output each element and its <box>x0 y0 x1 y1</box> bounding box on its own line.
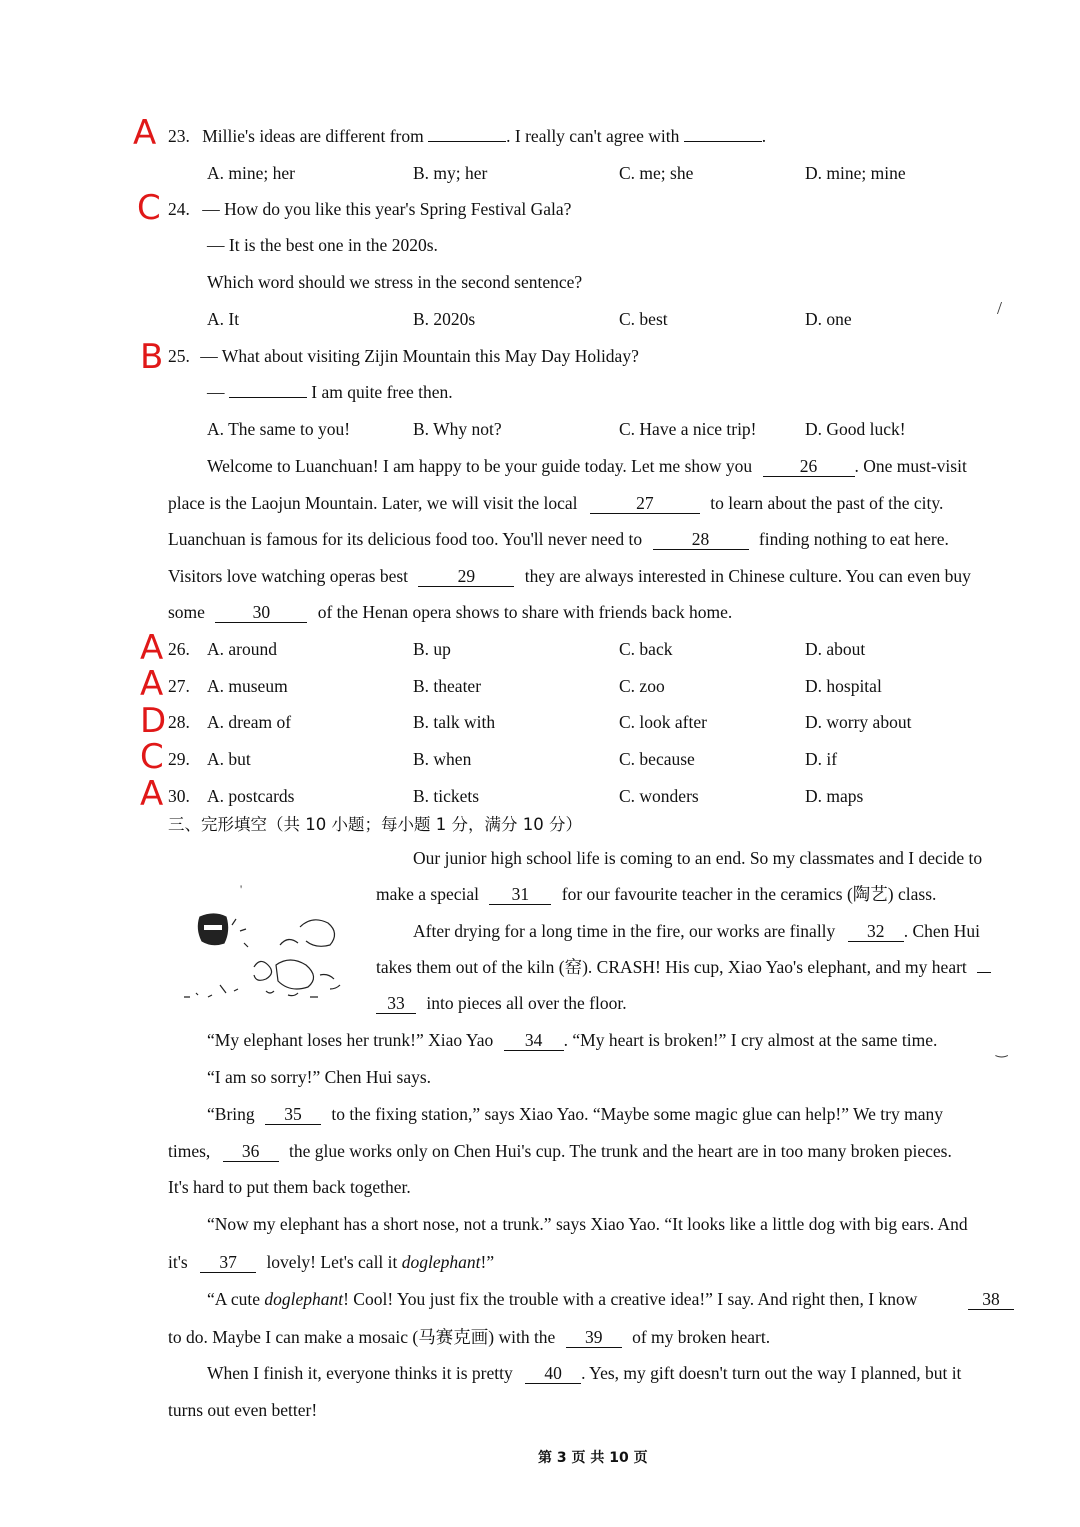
question-23 <box>168 125 766 147</box>
stray-mark: ‿ <box>996 1043 1008 1058</box>
question-number: 26. <box>168 639 190 659</box>
option-b: B. tickets <box>413 786 480 806</box>
handwritten-answer-24: C <box>137 188 161 228</box>
passage-line <box>376 956 991 978</box>
text: takes them out of the kiln (窑). CRASH! His cup, Xiao Yao's elephant, and my heart <box>376 957 967 977</box>
blank-39: 39 <box>566 1327 622 1348</box>
option-d: D. about <box>805 639 866 659</box>
option-a: A. dream of <box>207 712 292 732</box>
option-b: B. theater <box>413 676 482 696</box>
passage-line <box>168 1326 770 1348</box>
option-c: C. look after <box>619 712 707 732</box>
option-d: D. Good luck! <box>805 419 906 439</box>
blank-31: 31 <box>489 884 551 905</box>
option-c: C. wonders <box>619 786 699 806</box>
text: place is the Laojun Mountain. Later, we will visit the local <box>168 493 578 513</box>
option-a: A. around <box>207 639 277 659</box>
question-text: . I really can't agree with <box>506 126 680 146</box>
passage-line: Our junior high school life is coming to an end. So my classmates and I decide to <box>413 848 983 868</box>
question-number: 27. <box>168 676 190 696</box>
passage-line: “I am so sorry!” Chen Hui says. <box>207 1067 432 1087</box>
text: After drying for a long time in the fire, our works are finally <box>413 921 836 941</box>
handwritten-answer-27: A <box>140 664 164 704</box>
passage-line <box>168 492 943 514</box>
blank-37: 37 <box>200 1252 256 1273</box>
text: to the fixing station,” says Xiao Yao. “Maybe some magic glue can help!” We try many <box>331 1104 943 1124</box>
text: “Bring <box>207 1104 255 1124</box>
passage-line <box>207 1029 937 1051</box>
blank-38: 38 <box>968 1289 1014 1310</box>
text: it's <box>168 1252 188 1272</box>
blank-30: 30 <box>215 602 307 623</box>
passage-line <box>168 601 732 623</box>
blank-40: 40 <box>525 1363 581 1384</box>
text: for our favourite teacher in the ceramics (陶艺) class. <box>561 884 937 904</box>
option-a: A. The same to you! <box>207 419 351 439</box>
question-number: 28. <box>168 712 190 732</box>
option-b: B. 2020s <box>413 309 476 329</box>
passage-line <box>968 1288 1014 1310</box>
passage-line: turns out even better! <box>168 1400 318 1420</box>
question-25 <box>168 345 639 367</box>
option-d: D. maps <box>805 786 864 806</box>
option-a: A. museum <box>207 676 288 696</box>
blank-26: 26 <box>763 456 855 477</box>
blank-32: 32 <box>848 921 904 942</box>
option-c: C. me; she <box>619 163 694 183</box>
option-a: A. but <box>207 749 251 769</box>
option-b: B. when <box>413 749 472 769</box>
question-text: Millie's ideas are different from <box>202 126 424 146</box>
text: of the Henan opera shows to share with friends back home. <box>317 602 733 622</box>
page-number: 第 3 页 共 10 页 <box>538 1450 648 1466</box>
italic-word: doglephant <box>401 1252 481 1272</box>
option-a: A. mine; her <box>207 163 295 183</box>
passage-line <box>207 1362 961 1384</box>
blank <box>977 972 991 973</box>
handwritten-answer-23: A <box>133 113 157 153</box>
blank <box>229 397 307 398</box>
text: make a special <box>376 884 480 904</box>
text: Welcome to Luanchuan! I am happy to be your guide today. Let me show you <box>207 456 753 476</box>
option-b: B. up <box>413 639 451 659</box>
handwritten-answer-25: B <box>140 337 164 377</box>
option-d: D. worry about <box>805 712 912 732</box>
option-a: A. It <box>207 309 240 329</box>
option-c: C. zoo <box>619 676 665 696</box>
text: some <box>168 602 205 622</box>
text: “My elephant loses her trunk!” Xiao Yao <box>207 1030 494 1050</box>
question-text: — It is the best one in the 2020s. <box>207 235 438 255</box>
question-text: I am quite free then. <box>311 382 453 402</box>
handwritten-answer-30: A <box>140 774 164 814</box>
question-number: 24. <box>168 199 190 219</box>
section-heading: 三、完形填空（共 10 小题；每小题 1 分，满分 10 分） <box>168 815 582 834</box>
text: the glue works only on Chen Hui's cup. The trunk and the heart are in too many broken pieces. <box>289 1141 952 1161</box>
ceramics-illustration <box>180 905 355 1005</box>
text: !” <box>480 1252 495 1272</box>
option-c: C. best <box>619 309 668 329</box>
handwritten-answer-28: D <box>140 701 167 741</box>
question-text <box>207 381 453 403</box>
option-d: D. one <box>805 309 852 329</box>
text: finding nothing to eat here. <box>758 529 949 549</box>
question-number: 30. <box>168 786 190 806</box>
blank <box>684 141 762 142</box>
blank-34: 34 <box>504 1030 564 1051</box>
text: . Yes, my gift doesn't turn out the way I planned, but it <box>581 1363 962 1383</box>
option-b: B. my; her <box>413 163 488 183</box>
option-a: A. postcards <box>207 786 295 806</box>
option-d: D. if <box>805 749 838 769</box>
question-text: — What about visiting Zijin Mountain this May Day Holiday? <box>200 346 639 366</box>
text: When I finish it, everyone thinks it is pretty <box>207 1363 513 1383</box>
option-b: B. talk with <box>413 712 496 732</box>
passage-line <box>376 883 936 905</box>
blank <box>428 141 506 142</box>
question-text: . <box>761 126 767 146</box>
text: . Chen Hui <box>903 921 981 941</box>
passage-line <box>376 992 627 1014</box>
passage-line <box>168 1140 952 1162</box>
italic-word: doglephant <box>264 1289 344 1309</box>
blank-36: 36 <box>223 1141 279 1162</box>
handwritten-answer-26: A <box>140 628 164 668</box>
option-c: C. because <box>619 749 695 769</box>
question-number: 29. <box>168 749 190 769</box>
dash: — <box>207 382 225 402</box>
text: of my broken heart. <box>632 1327 771 1347</box>
handwritten-answer-29: C <box>140 737 164 777</box>
text: . One must-visit <box>854 456 967 476</box>
passage-line: “Now my elephant has a short nose, not a trunk.” says Xiao Yao. “It looks like a little dog with big ears. And <box>207 1214 968 1234</box>
option-d: D. mine; mine <box>805 163 906 183</box>
text: times, <box>168 1141 211 1161</box>
text: “A cute <box>207 1289 260 1309</box>
blank-33: 33 <box>376 993 416 1014</box>
passage-line: It's hard to put them back together. <box>168 1177 411 1197</box>
text: Luanchuan is famous for its delicious food too. You'll never need to <box>168 529 643 549</box>
option-b: B. Why not? <box>413 419 502 439</box>
question-text: — How do you like this year's Spring Festival Gala? <box>202 199 572 219</box>
passage-line <box>413 920 980 942</box>
text: into pieces all over the floor. <box>426 993 627 1013</box>
text: ! Cool! You just fix the trouble with a creative idea!” I say. And right then, I know <box>343 1289 918 1309</box>
question-24 <box>168 198 571 220</box>
stray-mark: / <box>997 298 1003 318</box>
blank-28: 28 <box>653 529 749 550</box>
passage-line <box>207 1288 917 1310</box>
passage-line <box>168 565 971 587</box>
option-c: C. back <box>619 639 673 659</box>
blank-35: 35 <box>265 1104 321 1125</box>
option-d: D. hospital <box>805 676 882 696</box>
question-number: 25. <box>168 346 190 366</box>
question-number: 23. <box>168 126 190 146</box>
passage-line <box>168 528 949 550</box>
blank-27: 27 <box>590 493 700 514</box>
passage-line <box>168 1251 494 1273</box>
text: . “My heart is broken!” I cry almost at the same time. <box>563 1030 938 1050</box>
blank-29: 29 <box>418 566 514 587</box>
option-c: C. Have a nice trip! <box>619 419 757 439</box>
question-text: Which word should we stress in the second sentence? <box>207 272 583 292</box>
text: to learn about the past of the city. <box>710 493 944 513</box>
text: lovely! Let's call it <box>266 1252 398 1272</box>
stray-mark: ' <box>240 882 243 896</box>
text: they are always interested in Chinese culture. You can even buy <box>524 566 971 586</box>
passage-line <box>207 1103 943 1125</box>
text: to do. Maybe I can make a mosaic (马赛克画) with the <box>168 1327 556 1347</box>
text: Visitors love watching operas best <box>168 566 409 586</box>
passage-line <box>207 455 967 477</box>
